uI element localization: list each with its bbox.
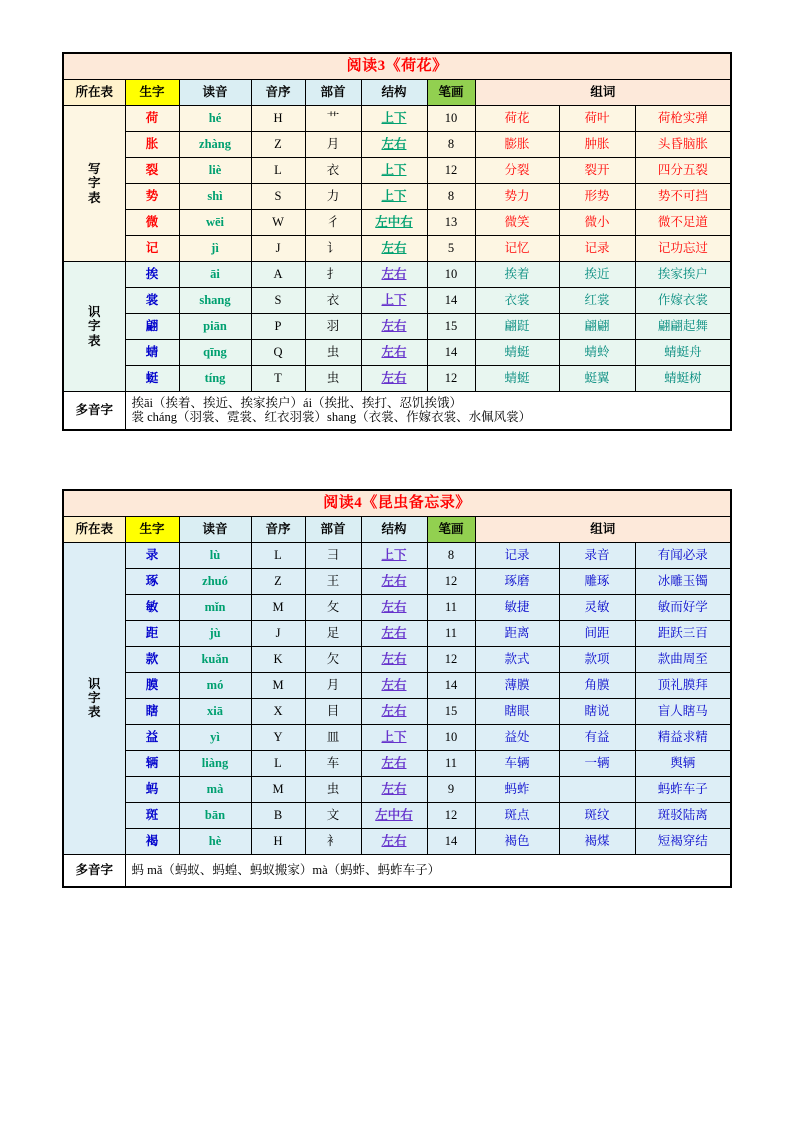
- character-table: [62, 52, 732, 431]
- cell-character: 势: [125, 184, 179, 210]
- header-where: 所在表: [63, 80, 125, 106]
- cell-structure: 左右: [361, 366, 427, 392]
- cell-strokes: 10: [427, 106, 475, 132]
- cell-word: 距跃三百: [635, 620, 731, 646]
- cell-word: 蜻蜓: [475, 340, 559, 366]
- cell-radical: 目: [305, 698, 361, 724]
- cell-word: 蜻蜓舟: [635, 340, 731, 366]
- cell-word: 记忆: [475, 236, 559, 262]
- section-label-read: 识 字 表: [63, 262, 125, 392]
- cell-order: J: [251, 620, 305, 646]
- cell-character: 裂: [125, 158, 179, 184]
- cell-word: 记功忘过: [635, 236, 731, 262]
- cell-character: 瞎: [125, 698, 179, 724]
- cell-word: 微不足道: [635, 210, 731, 236]
- cell-word: 敏而好学: [635, 594, 731, 620]
- header-pinyin: 读音: [179, 516, 251, 542]
- cell-structure: 上下: [361, 106, 427, 132]
- header-strokes: 笔画: [427, 80, 475, 106]
- polyphone-content: [125, 392, 731, 430]
- table-row: [63, 158, 731, 184]
- cell-character: 距: [125, 620, 179, 646]
- table-title-row: [63, 490, 731, 517]
- cell-word: 挨着: [475, 262, 559, 288]
- cell-pinyin: mó: [179, 672, 251, 698]
- cell-order: M: [251, 672, 305, 698]
- header-order: 音序: [251, 516, 305, 542]
- cell-word: 角膜: [559, 672, 635, 698]
- cell-structure: 上下: [361, 288, 427, 314]
- cell-word: 录音: [559, 542, 635, 568]
- cell-radical: 车: [305, 750, 361, 776]
- cell-radical: 文: [305, 802, 361, 828]
- table-row: [63, 288, 731, 314]
- cell-order: L: [251, 158, 305, 184]
- cell-character: 蚂: [125, 776, 179, 802]
- cell-pinyin: piān: [179, 314, 251, 340]
- table-row: [63, 776, 731, 802]
- cell-character: 蜓: [125, 366, 179, 392]
- cell-character: 膜: [125, 672, 179, 698]
- cell-radical: 虫: [305, 366, 361, 392]
- table-row: [63, 646, 731, 672]
- cell-order: Y: [251, 724, 305, 750]
- cell-pinyin: yì: [179, 724, 251, 750]
- cell-radical: 王: [305, 568, 361, 594]
- cell-order: B: [251, 802, 305, 828]
- cell-pinyin: shang: [179, 288, 251, 314]
- header-radical: 部首: [305, 80, 361, 106]
- cell-structure: 左右: [361, 672, 427, 698]
- header-character: 生字: [125, 80, 179, 106]
- cell-radical: 艹: [305, 106, 361, 132]
- cell-word: 膨胀: [475, 132, 559, 158]
- table-row: [63, 106, 731, 132]
- table-title: 阅读3《荷花》: [63, 53, 731, 80]
- table-row: [63, 594, 731, 620]
- cell-order: P: [251, 314, 305, 340]
- cell-word: 头昏脑胀: [635, 132, 731, 158]
- cell-strokes: 15: [427, 314, 475, 340]
- cell-word: 翩翩起舞: [635, 314, 731, 340]
- cell-radical: 欠: [305, 646, 361, 672]
- cell-strokes: 8: [427, 542, 475, 568]
- cell-word: 势力: [475, 184, 559, 210]
- cell-pinyin: jì: [179, 236, 251, 262]
- cell-strokes: 12: [427, 568, 475, 594]
- cell-strokes: 8: [427, 184, 475, 210]
- cell-word: 蜓翼: [559, 366, 635, 392]
- cell-word: 衣裳: [475, 288, 559, 314]
- cell-word: 斑纹: [559, 802, 635, 828]
- table-row: [63, 132, 731, 158]
- cell-word: 蜻蛉: [559, 340, 635, 366]
- cell-word: 记录: [475, 542, 559, 568]
- cell-character: 斑: [125, 802, 179, 828]
- cell-word: 蚂蚱车子: [635, 776, 731, 802]
- table-header-row: [63, 80, 731, 106]
- cell-word: 益处: [475, 724, 559, 750]
- header-order: 音序: [251, 80, 305, 106]
- cell-word: 荷枪实弹: [635, 106, 731, 132]
- cell-word: 款曲周至: [635, 646, 731, 672]
- table-row: [63, 698, 731, 724]
- cell-word: 敏捷: [475, 594, 559, 620]
- cell-word: 褐煤: [559, 828, 635, 854]
- cell-word: 褐色: [475, 828, 559, 854]
- section-label-read: 识 字 表: [63, 542, 125, 854]
- cell-word: 琢磨: [475, 568, 559, 594]
- cell-radical: 足: [305, 620, 361, 646]
- cell-word: 荷花: [475, 106, 559, 132]
- cell-character: 琢: [125, 568, 179, 594]
- cell-word: [559, 776, 635, 802]
- cell-word: 瞎说: [559, 698, 635, 724]
- table-row: [63, 568, 731, 594]
- header-character: 生字: [125, 516, 179, 542]
- table-row: [63, 314, 731, 340]
- cell-strokes: 11: [427, 750, 475, 776]
- cell-structure: 左右: [361, 568, 427, 594]
- cell-radical: 衣: [305, 288, 361, 314]
- cell-character: 益: [125, 724, 179, 750]
- cell-strokes: 11: [427, 594, 475, 620]
- cell-radical: 衤: [305, 828, 361, 854]
- cell-order: Z: [251, 568, 305, 594]
- cell-pinyin: tíng: [179, 366, 251, 392]
- header-radical: 部首: [305, 516, 361, 542]
- polyphone-label: 多音字: [63, 392, 125, 430]
- cell-radical: 扌: [305, 262, 361, 288]
- cell-radical: 月: [305, 132, 361, 158]
- cell-pinyin: hé: [179, 106, 251, 132]
- cell-strokes: 12: [427, 646, 475, 672]
- cell-character: 辆: [125, 750, 179, 776]
- header-words: 组词: [475, 80, 731, 106]
- cell-strokes: 14: [427, 672, 475, 698]
- table-row: [63, 340, 731, 366]
- cell-word: 翩跹: [475, 314, 559, 340]
- cell-order: H: [251, 828, 305, 854]
- table-row: [63, 236, 731, 262]
- header-words: 组词: [475, 516, 731, 542]
- cell-structure: 左右: [361, 340, 427, 366]
- cell-structure: 左右: [361, 646, 427, 672]
- cell-structure: 左右: [361, 698, 427, 724]
- cell-character: 微: [125, 210, 179, 236]
- cell-order: Z: [251, 132, 305, 158]
- polyphone-content: [125, 854, 731, 887]
- cell-strokes: 14: [427, 340, 475, 366]
- cell-word: 形势: [559, 184, 635, 210]
- cell-radical: 月: [305, 672, 361, 698]
- cell-pinyin: zhàng: [179, 132, 251, 158]
- polyphone-line: 蚂 mǎ（蚂蚁、蚂蝗、蚂蚁搬家）mà（蚂蚱、蚂蚱车子）: [131, 863, 441, 878]
- cell-order: X: [251, 698, 305, 724]
- cell-pinyin: qīng: [179, 340, 251, 366]
- cell-word: 款式: [475, 646, 559, 672]
- cell-character: 裳: [125, 288, 179, 314]
- cell-order: M: [251, 594, 305, 620]
- cell-pinyin: shì: [179, 184, 251, 210]
- cell-word: 雕琢: [559, 568, 635, 594]
- cell-structure: 上下: [361, 158, 427, 184]
- cell-radical: 彐: [305, 542, 361, 568]
- section-label-write: 写 字 表: [63, 106, 125, 262]
- cell-structure: 左右: [361, 236, 427, 262]
- cell-word: 斑驳陆离: [635, 802, 731, 828]
- cell-structure: 左中右: [361, 210, 427, 236]
- cell-strokes: 9: [427, 776, 475, 802]
- cell-word: 挨家挨户: [635, 262, 731, 288]
- cell-word: 瞎眼: [475, 698, 559, 724]
- cell-structure: 左右: [361, 828, 427, 854]
- cell-pinyin: jù: [179, 620, 251, 646]
- cell-pinyin: xiā: [179, 698, 251, 724]
- cell-pinyin: lù: [179, 542, 251, 568]
- cell-word: 一辆: [559, 750, 635, 776]
- cell-order: W: [251, 210, 305, 236]
- cell-strokes: 14: [427, 288, 475, 314]
- cell-pinyin: wēi: [179, 210, 251, 236]
- cell-structure: 左右: [361, 132, 427, 158]
- character-table: [62, 489, 732, 888]
- cell-pinyin: kuǎn: [179, 646, 251, 672]
- header-strokes: 笔画: [427, 516, 475, 542]
- cell-character: 褐: [125, 828, 179, 854]
- cell-order: H: [251, 106, 305, 132]
- cell-word: 记录: [559, 236, 635, 262]
- cell-radical: 虫: [305, 776, 361, 802]
- cell-strokes: 11: [427, 620, 475, 646]
- cell-word: 薄膜: [475, 672, 559, 698]
- cell-word: 势不可挡: [635, 184, 731, 210]
- cell-word: 款项: [559, 646, 635, 672]
- lesson-table-1: [62, 52, 731, 431]
- table-title: 阅读4《昆虫备忘录》: [63, 490, 731, 517]
- cell-radical: 力: [305, 184, 361, 210]
- cell-strokes: 12: [427, 158, 475, 184]
- cell-pinyin: liè: [179, 158, 251, 184]
- table-row: [63, 210, 731, 236]
- cell-structure: 上下: [361, 542, 427, 568]
- lesson-table-2: [62, 489, 731, 888]
- cell-word: 红裳: [559, 288, 635, 314]
- cell-pinyin: liàng: [179, 750, 251, 776]
- cell-radical: 羽: [305, 314, 361, 340]
- cell-order: L: [251, 750, 305, 776]
- cell-word: 微笑: [475, 210, 559, 236]
- cell-order: Q: [251, 340, 305, 366]
- cell-word: 距离: [475, 620, 559, 646]
- cell-structure: 左右: [361, 776, 427, 802]
- cell-strokes: 5: [427, 236, 475, 262]
- polyphone-row: [63, 854, 731, 887]
- table-row: [63, 542, 731, 568]
- cell-pinyin: bān: [179, 802, 251, 828]
- cell-order: J: [251, 236, 305, 262]
- cell-radical: 讠: [305, 236, 361, 262]
- header-pinyin: 读音: [179, 80, 251, 106]
- cell-word: 间距: [559, 620, 635, 646]
- cell-word: 蚂蚱: [475, 776, 559, 802]
- cell-order: S: [251, 184, 305, 210]
- cell-strokes: 15: [427, 698, 475, 724]
- cell-word: 斑点: [475, 802, 559, 828]
- cell-word: 分裂: [475, 158, 559, 184]
- cell-structure: 上下: [361, 724, 427, 750]
- table-row: [63, 672, 731, 698]
- cell-order: S: [251, 288, 305, 314]
- table-header-row: [63, 516, 731, 542]
- table-row: [63, 262, 731, 288]
- cell-pinyin: hè: [179, 828, 251, 854]
- cell-word: 作嫁衣裳: [635, 288, 731, 314]
- header-structure: 结构: [361, 516, 427, 542]
- cell-radical: 虫: [305, 340, 361, 366]
- cell-order: L: [251, 542, 305, 568]
- cell-character: 荷: [125, 106, 179, 132]
- cell-order: K: [251, 646, 305, 672]
- cell-strokes: 13: [427, 210, 475, 236]
- cell-word: 肿胀: [559, 132, 635, 158]
- cell-word: 挨近: [559, 262, 635, 288]
- cell-structure: 左右: [361, 262, 427, 288]
- cell-structure: 左右: [361, 594, 427, 620]
- cell-character: 翩: [125, 314, 179, 340]
- cell-structure: 左右: [361, 750, 427, 776]
- cell-order: A: [251, 262, 305, 288]
- cell-radical: 彳: [305, 210, 361, 236]
- cell-strokes: 12: [427, 802, 475, 828]
- cell-radical: 攵: [305, 594, 361, 620]
- cell-strokes: 12: [427, 366, 475, 392]
- cell-word: 灵敏: [559, 594, 635, 620]
- cell-character: 敏: [125, 594, 179, 620]
- cell-character: 款: [125, 646, 179, 672]
- cell-word: 顶礼膜拜: [635, 672, 731, 698]
- table-row: [63, 366, 731, 392]
- cell-structure: 左右: [361, 620, 427, 646]
- table-row: [63, 724, 731, 750]
- polyphone-row: [63, 392, 731, 430]
- cell-pinyin: āi: [179, 262, 251, 288]
- cell-pinyin: mà: [179, 776, 251, 802]
- cell-word: 有益: [559, 724, 635, 750]
- table-row: [63, 750, 731, 776]
- cell-character: 记: [125, 236, 179, 262]
- cell-structure: 上下: [361, 184, 427, 210]
- cell-order: M: [251, 776, 305, 802]
- cell-word: 蜻蜓: [475, 366, 559, 392]
- cell-strokes: 10: [427, 262, 475, 288]
- table-row: [63, 828, 731, 854]
- cell-character: 录: [125, 542, 179, 568]
- cell-character: 蜻: [125, 340, 179, 366]
- cell-word: 蜻蜓树: [635, 366, 731, 392]
- cell-word: 盲人瞎马: [635, 698, 731, 724]
- cell-word: 车辆: [475, 750, 559, 776]
- cell-strokes: 10: [427, 724, 475, 750]
- cell-pinyin: zhuó: [179, 568, 251, 594]
- cell-structure: 左右: [361, 314, 427, 340]
- cell-word: 翩翩: [559, 314, 635, 340]
- cell-word: 冰雕玉镯: [635, 568, 731, 594]
- header-where: 所在表: [63, 516, 125, 542]
- cell-word: 微小: [559, 210, 635, 236]
- cell-radical: 皿: [305, 724, 361, 750]
- cell-order: T: [251, 366, 305, 392]
- cell-pinyin: mǐn: [179, 594, 251, 620]
- cell-strokes: 8: [427, 132, 475, 158]
- cell-word: 舆辆: [635, 750, 731, 776]
- cell-word: 精益求精: [635, 724, 731, 750]
- table-title-row: [63, 53, 731, 80]
- cell-character: 挨: [125, 262, 179, 288]
- cell-word: 四分五裂: [635, 158, 731, 184]
- cell-word: 裂开: [559, 158, 635, 184]
- table-row: [63, 620, 731, 646]
- cell-radical: 衣: [305, 158, 361, 184]
- cell-structure: 左中右: [361, 802, 427, 828]
- table-row: [63, 184, 731, 210]
- header-structure: 结构: [361, 80, 427, 106]
- cell-character: 胀: [125, 132, 179, 158]
- cell-word: 荷叶: [559, 106, 635, 132]
- polyphone-line: 挨āi（挨着、挨近、挨家挨户）ái（挨批、挨打、忍饥挨饿）: [131, 396, 463, 410]
- cell-strokes: 14: [427, 828, 475, 854]
- polyphone-line: 裳 cháng（羽裳、霓裳、红衣羽裳）shang（衣裳、作嫁衣裳、水佩风裳）: [131, 410, 532, 425]
- cell-word: 短褐穿结: [635, 828, 731, 854]
- cell-word: 有闻必录: [635, 542, 731, 568]
- polyphone-label: 多音字: [63, 854, 125, 887]
- table-row: [63, 802, 731, 828]
